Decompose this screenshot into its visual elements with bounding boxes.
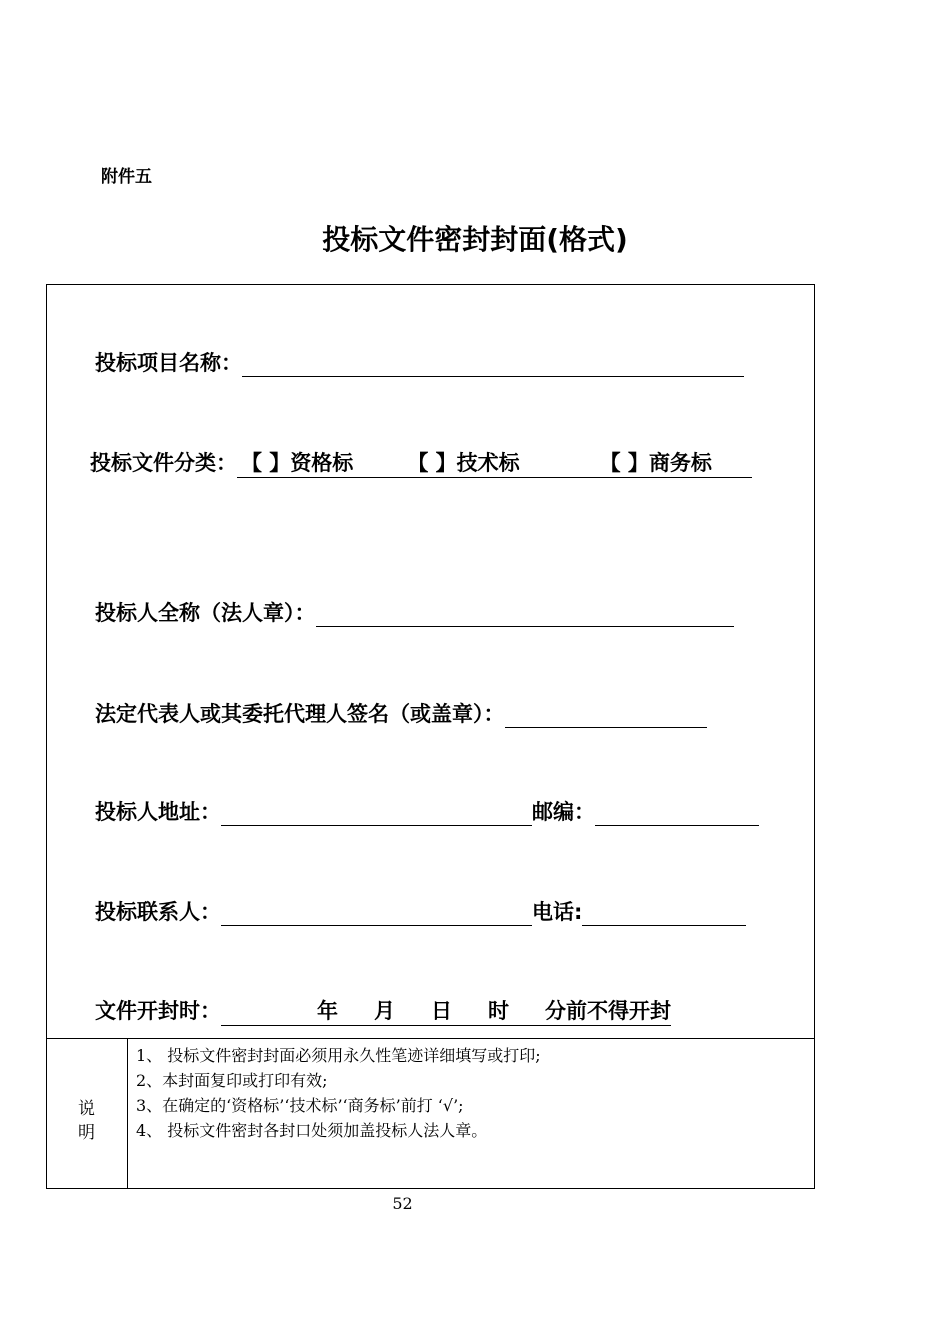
phone-label: 电话: [532, 900, 583, 924]
contact-field [95, 896, 746, 926]
project-name-field [95, 347, 744, 377]
option-qualification-bracket[interactable]: 【 】 [241, 451, 291, 475]
file-category-options [237, 447, 752, 478]
note-item: 3、在确定的‘资格标’‘技术标’‘商务标’前打 ‘√’; [136, 1096, 464, 1115]
file-category-field [90, 447, 752, 478]
option-technical-bracket[interactable]: 【 】 [407, 451, 457, 475]
page-number: 52 [392, 1194, 413, 1213]
postcode-blank[interactable] [595, 803, 759, 826]
bidder-name-field [95, 597, 734, 627]
bidder-name-label: 投标人全称（法人章）： [95, 601, 316, 625]
notes-label-2: 明 [78, 1123, 95, 1143]
address-field [95, 796, 759, 826]
option-commercial-bracket[interactable]: 【 】 [599, 451, 649, 475]
option-qualification-label: 资格标 [290, 451, 354, 475]
signature-blank[interactable] [505, 705, 707, 728]
note-item: 4、 投标文件密封各封口处须加盖投标人法人章。 [136, 1121, 488, 1140]
phone-blank[interactable] [582, 903, 746, 926]
bidder-name-blank[interactable] [316, 604, 734, 627]
notes-label-1: 说 [78, 1099, 95, 1119]
unit-day: 日 [431, 999, 452, 1023]
unit-minute-note: 分前不得开封 [545, 999, 671, 1023]
open-time-field [95, 995, 671, 1026]
page-title: 投标文件密封封面(格式) [322, 223, 628, 256]
open-time-blanks[interactable] [221, 995, 671, 1026]
option-technical-label: 技术标 [456, 451, 520, 475]
attachment-label: 附件五 [101, 167, 152, 187]
note-item: 2、本封面复印或打印有效; [136, 1071, 328, 1090]
file-category-label: 投标文件分类： [90, 451, 237, 475]
unit-hour: 时 [488, 999, 509, 1023]
postcode-label: 邮编： [532, 800, 595, 824]
contact-blank[interactable] [221, 903, 532, 926]
unit-month: 月 [374, 999, 395, 1023]
contact-label: 投标联系人： [95, 900, 221, 924]
open-time-label: 文件开封时： [95, 999, 221, 1023]
address-blank[interactable] [221, 803, 532, 826]
project-name-label: 投标项目名称： [95, 351, 242, 375]
option-commercial-label: 商务标 [648, 451, 712, 475]
note-item: 1、 投标文件密封封面必须用永久性笔迹详细填写或打印; [136, 1046, 541, 1065]
project-name-blank[interactable] [242, 354, 744, 377]
signature-field [95, 698, 707, 728]
address-label: 投标人地址： [95, 800, 221, 824]
unit-year: 年 [317, 999, 338, 1023]
signature-label: 法定代表人或其委托代理人签名（或盖章）： [95, 702, 505, 726]
